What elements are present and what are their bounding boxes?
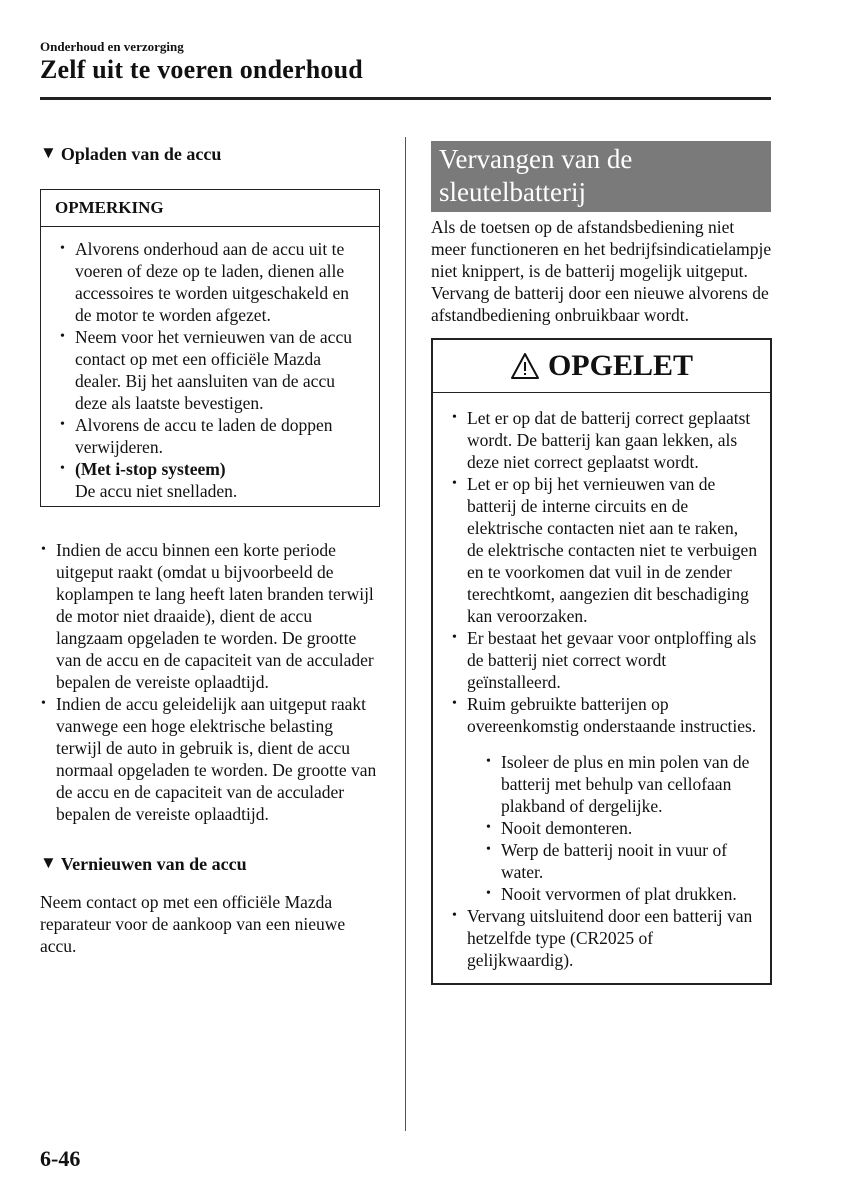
caution-subitem: • Werp de batterij nooit in vuur of water. — [483, 839, 758, 883]
note-item: • Alvorens onderhoud aan de accu uit te voeren of deze op te laden, dienen alle accessoires te worden uitgeschakeld en de motor te worden afgezet. — [57, 238, 365, 326]
triangle-icon: ▼ — [40, 853, 57, 872]
warning-icon — [510, 352, 540, 380]
page-title: Zelf uit te voeren onderhoud — [40, 55, 363, 84]
caution-header — [433, 340, 770, 393]
caution-item: • Er bestaat het gevaar voor ontploffing als de batterij niet correct wordt geïnstalleerd. — [449, 627, 758, 693]
replace-paragraph: Neem contact op met een officiële Mazda reparateur voor de aankoop van een nieuwe accu. — [40, 892, 346, 956]
caution-sublist — [483, 751, 758, 905]
charging-bullets — [40, 539, 380, 825]
list-item: • Indien de accu geleidelijk aan uitgeput raakt vanwege een hoge elektrische belasting terwijl de auto in gebruik is, dient de accu normaal opgeladen te worden. De grootte van de accu en de capaciteit van de acculader bepalen de vereiste oplaadtijd. — [40, 693, 380, 825]
subheading-replace — [40, 851, 380, 877]
note-item: • Alvorens de accu te laden de doppen verwijderen. — [57, 414, 365, 458]
istop-label: (Met i-stop systeem) — [75, 459, 226, 479]
note-title: OPMERKING — [41, 190, 379, 227]
caution-item: • Let er op bij het vernieuwen van de batterij de interne circuits en de elektrische contacten niet aan te raken, de elektrische contacten niet te verbuigen en te voorkomen dat vuil in de zender terechtkomt, aangezien dit beschadiging kan veroorzaken. — [449, 473, 758, 627]
right-column — [431, 141, 772, 985]
note-item-istop — [57, 458, 365, 502]
caution-title: OPGELET — [547, 349, 694, 382]
caution-subitem: • Nooit vervormen of plat drukken. — [483, 883, 758, 905]
left-column — [40, 141, 380, 957]
section-label: Onderhoud en verzorging — [40, 39, 184, 54]
caution-item: • Vervang uitsluitend door een batterij van hetzelfde type (CR2025 of gelijkwaardig). — [449, 905, 758, 971]
caution-body — [433, 393, 770, 983]
title-rule — [40, 97, 771, 100]
triangle-icon: ▼ — [40, 143, 57, 162]
caution-item — [449, 693, 758, 905]
subheading-charging — [40, 141, 380, 167]
note-item: • Neem voor het vernieuwen van de accu contact op met een officiële Mazda dealer. Bij het aansluiten van de accu deze als laatste bevestigen. — [57, 326, 365, 414]
caution-item-text: Ruim gebruikte batterijen op overeenkomstig onderstaande instructies. — [467, 694, 757, 736]
note-box — [40, 189, 380, 507]
caution-subitem: • Isoleer de plus en min polen van de batterij met behulp van cellofaan plakband of dergelijke. — [483, 751, 758, 817]
caution-box — [431, 338, 772, 985]
list-item: • Indien de accu binnen een korte periode uitgeput raakt (omdat u bijvoorbeeld de koplampen te lang heeft laten branden terwijl de motor niet draaide), dient de accu langzaam opgeladen te worden. De grootte van de accu en de capaciteit van de acculader bepalen de vereiste oplaadtijd. — [40, 539, 380, 693]
subheading-replace-text: Vernieuwen van de accu — [60, 854, 247, 874]
page-number: 6-46 — [40, 1146, 81, 1171]
intro-paragraph: Als de toetsen op de afstandsbediening niet meer functioneren en het bedrijfsindicatielampje niet knippert, is de batterij mogelijk uitgeput. Vervang de batterij door een nieuwe alvorens de afstandbediening onbruikbaar wordt. — [431, 217, 772, 325]
subheading-charging-text: Opladen van de accu — [60, 144, 222, 164]
caution-item: • Let er op dat de batterij correct geplaatst wordt. De batterij kan gaan lekken, als deze niet correct geplaatst wordt. — [449, 407, 758, 473]
note-body — [41, 227, 379, 506]
note-list — [57, 238, 365, 502]
caution-list — [449, 407, 758, 971]
istop-text: De accu niet snelladen. — [75, 481, 238, 501]
section-heading-key-battery: Vervangen van de sleutelbatterij — [431, 141, 771, 212]
column-divider — [405, 137, 406, 1131]
caution-subitem: • Nooit demonteren. — [483, 817, 758, 839]
